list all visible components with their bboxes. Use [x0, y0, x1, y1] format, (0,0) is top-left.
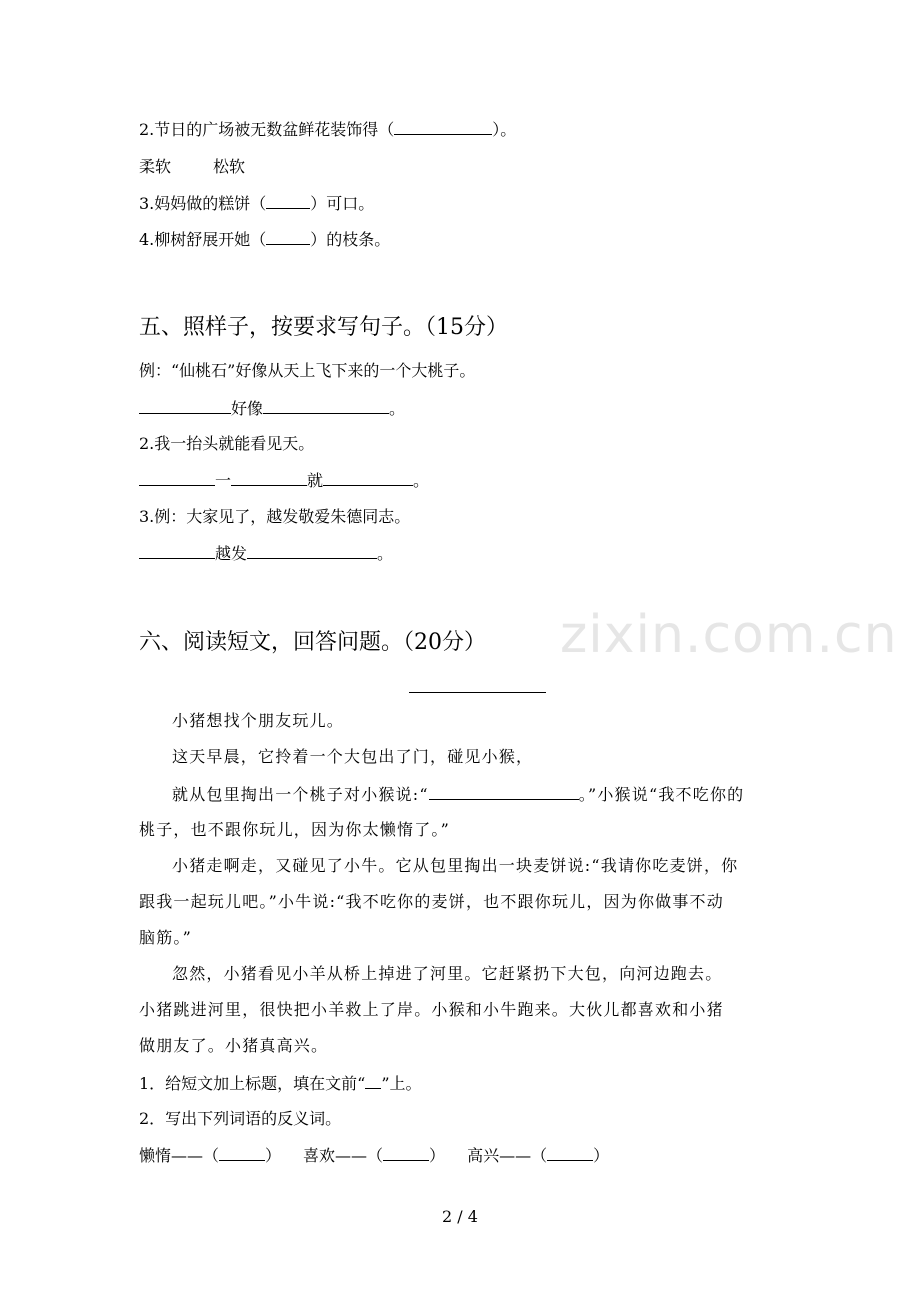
period: 。: [377, 544, 394, 563]
antonym-close: ）: [429, 1146, 446, 1165]
q4-item-4-text: 4.柳树舒展开她（: [139, 230, 267, 249]
s5-word-yuefa: 越发: [215, 544, 248, 563]
option-1: 柔软: [139, 157, 172, 176]
answer-blank[interactable]: [323, 469, 413, 486]
passage-text: 就从包里掏出一个桃子对小猴说:“: [172, 785, 429, 804]
s5-word-yi: 一: [215, 471, 232, 490]
passage-para-3-cont: 桃子，也不跟你玩儿，因为你太懒惰了。”: [139, 820, 450, 839]
s5-word-haoxiang: 好像: [231, 399, 264, 418]
q4-item-4-end: ）的枝条。: [310, 230, 391, 249]
s5-example-1: 例：“仙桃石”好像从天上飞下来的一个大桃子。: [139, 361, 476, 380]
period: 。: [413, 471, 430, 490]
answer-blank[interactable]: [429, 783, 579, 800]
q4-item-2-text: 2.节日的广场被无数盆鲜花装饰得（: [139, 120, 395, 139]
passage-para-1: 小猪想找个朋友玩儿。: [172, 711, 345, 730]
passage-para-4-cont: 跟我一起玩儿吧。”小牛说:“我不吃你的麦饼，也不跟你玩儿，因为你做事不动: [139, 892, 724, 911]
answer-blank[interactable]: [365, 1072, 381, 1089]
answer-blank[interactable]: [139, 469, 215, 486]
answer-blank[interactable]: [139, 397, 231, 414]
watermark: zixin.com.cn: [560, 605, 898, 665]
passage-para-3: [172, 783, 744, 806]
q4-item-2-end: ）。: [492, 120, 517, 139]
passage-para-5-end: 做朋友了。小猪真高兴。: [139, 1036, 329, 1055]
q4-item-3: [139, 192, 374, 215]
passage-text: 。”小猴说“我不吃你的: [578, 785, 745, 804]
s5-question-2: 2.我一抬头就能看见天。: [139, 434, 315, 453]
passage-para-5: 忽然，小猪看见小羊从桥上掉进了河里。它赶紧扔下大包，向河边跑去。: [172, 964, 723, 983]
section-6-heading: 六、阅读短文，回答问题。（20分）: [139, 630, 486, 655]
passage-para-2: 这天早晨，它拎着一个大包出了门，碰见小猴，: [172, 747, 534, 766]
answer-blank[interactable]: [247, 542, 377, 559]
s5-question-3: 3.例：大家见了，越发敬爱朱德同志。: [139, 507, 411, 526]
s6-question-2: 2．写出下列词语的反义词。: [139, 1109, 342, 1128]
page-number: 2 / 4: [442, 1207, 478, 1226]
antonym-word: 懒惰——（: [139, 1146, 220, 1165]
s6-question-1-end: ”上。: [381, 1074, 422, 1093]
passage-para-4-end: 脑筋。”: [139, 928, 192, 947]
title-blank[interactable]: [409, 692, 546, 693]
antonym-close: ）: [593, 1146, 610, 1165]
s6-antonyms: [139, 1144, 609, 1167]
section-5-heading: 五、照样子，按要求写句子。（15分）: [139, 315, 508, 340]
answer-blank[interactable]: [547, 1144, 593, 1161]
s5-answer-line-1: [139, 397, 405, 420]
option-2: 松软: [213, 157, 246, 176]
antonym-word: 高兴——（: [467, 1146, 548, 1165]
answer-blank[interactable]: [383, 1144, 429, 1161]
s5-word-jiu: 就: [307, 471, 324, 490]
answer-blank[interactable]: [219, 1144, 265, 1161]
answer-blank[interactable]: [139, 542, 215, 559]
q4-options: [139, 156, 245, 178]
passage-para-5-cont: 小猪跳进河里，很快把小羊救上了岸。小猴和小牛跑来。大伙儿都喜欢和小猪: [139, 1000, 724, 1019]
passage-para-4: 小猪走啊走，又碰见了小牛。它从包里掏出一块麦饼说:“我请你吃麦饼，你: [172, 856, 739, 875]
answer-blank[interactable]: [231, 469, 307, 486]
period: 。: [389, 399, 406, 418]
s5-answer-line-3: [139, 542, 393, 565]
s5-answer-line-2: [139, 469, 429, 492]
q4-item-2: [139, 118, 516, 141]
s6-question-1: [139, 1072, 422, 1095]
antonym-word: 喜欢——（: [303, 1146, 384, 1165]
antonym-close: ）: [265, 1146, 282, 1165]
s6-question-1-text: 1．给短文加上标题，填在文前“: [139, 1074, 366, 1093]
answer-blank[interactable]: [266, 228, 310, 245]
q4-item-3-end: ）可口。: [310, 194, 375, 213]
q4-item-3-text: 3.妈妈做的糕饼（: [139, 194, 267, 213]
q4-item-4: [139, 228, 390, 251]
answer-blank[interactable]: [266, 192, 310, 209]
answer-blank[interactable]: [263, 397, 389, 414]
answer-blank[interactable]: [394, 118, 492, 135]
